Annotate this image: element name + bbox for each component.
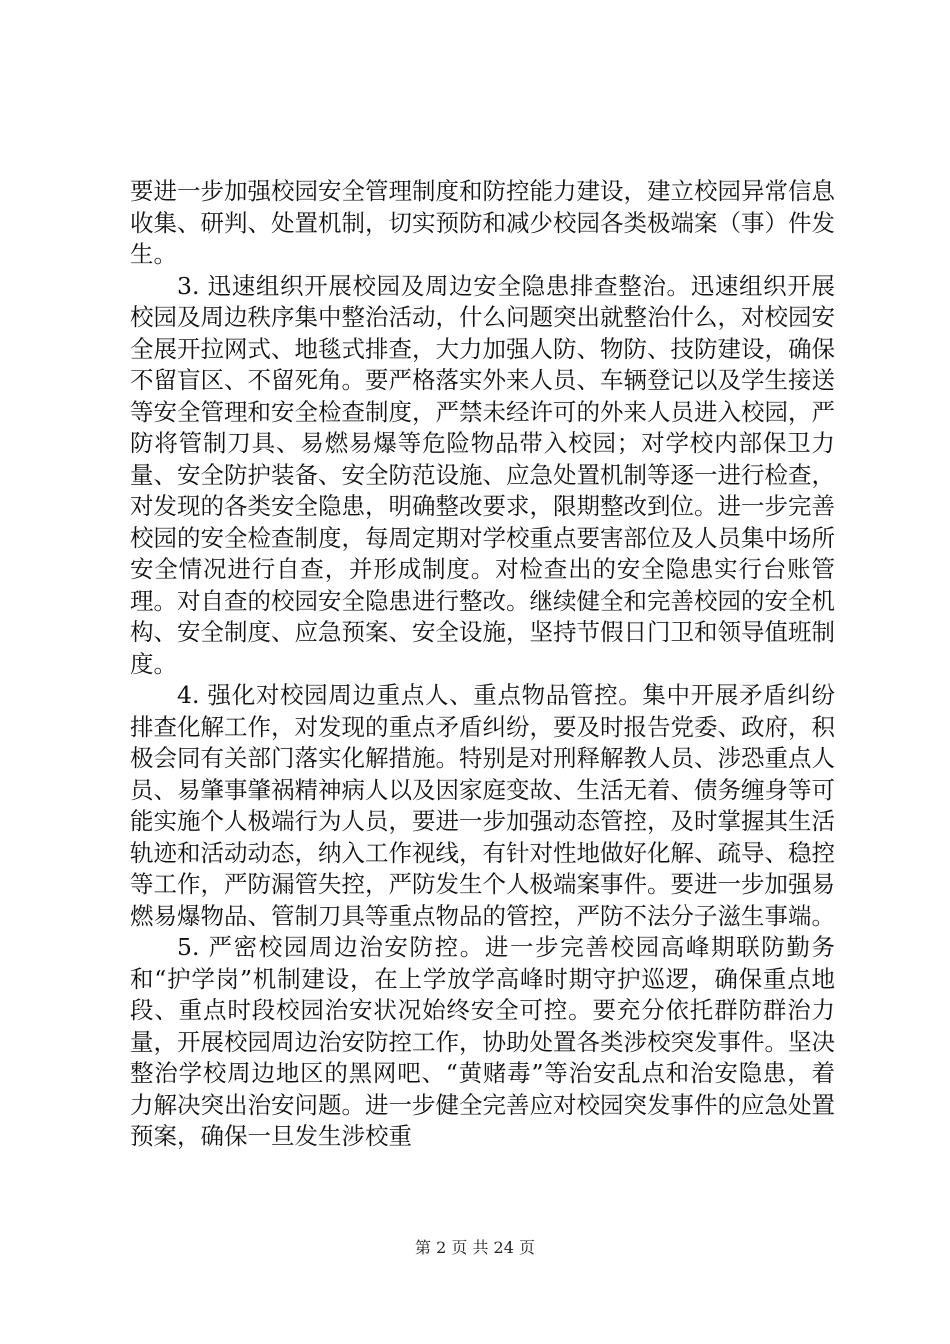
page-number-footer: 第 2 页 共 24 页	[415, 1238, 535, 1257]
paragraph-item-5: 5. 严密校园周边治安防控。进一步完善校园高峰期联防勤务和“护学岗”机制建设，在上学放学高峰时期守护巡逻，确保重点地段、重点时段校园治安状况始终安全可控。要充分依托群防群治力量，开展校园周边治安防控工作，协助处置各类涉校突发事件。坚决整治学校周边地区的黑网吧、“黄赌毒”等治安乱点和治安隐患，着力解决突出治安问题。进一步健全完善应对校园突发事件的应急处置预案，确保一旦发生涉校重	[130, 933, 835, 1150]
document-body	[130, 176, 835, 1153]
paragraph-item-4: 4. 强化对校园周边重点人、重点物品管控。集中开展矛盾纠纷排查化解工作，对发现的重点矛盾纠纷，要及时报告党委、政府，积极会同有关部门落实化解措施。特别是对刑释解教人员、涉恐重点人员、易肇事肇祸精神病人以及因家庭变故、生活无着、债务缠身等可能实施个人极端行为人员，要进一步加强动态管控，及时掌握其生活轨迹和活动动态，纳入工作视线，有针对性地做好化解、疏导、稳控等工作，严防漏管失控，严防发生个人极端案事件。要进一步加强易燃易爆物品、管制刀具等重点物品的管控，严防不法分子滋生事端。	[130, 681, 835, 930]
paragraph-item-3: 3. 迅速组织开展校园及周边安全隐患排查整治。迅速组织开展校园及周边秩序集中整治活动，什么问题突出就整治什么，对校园安全展开拉网式、地毯式排查，大力加强人防、物防、技防建设，确保不留盲区、不留死角。要严格落实外来人员、车辆登记以及学生接送等安全管理和安全检查制度，严禁未经许可的外来人员进入校园，严防将管制刀具、易燃易爆等危险物品带入校园；对学校内部保卫力量、安全防护装备、安全防范设施、应急处置机制等逐一进行检查，对发现的各类安全隐患，明确整改要求，限期整改到位。进一步完善校园的安全检查制度，每周定期对学校重点要害部位及人员集中场所安全情况进行自查，并形成制度。对检查出的安全隐患实行台账管理。对自查的校园安全隐患进行整改。继续健全和完善校园的安全机构、安全制度、应急预案、安全设施，坚持节假日门卫和领导值班制度。	[130, 271, 835, 678]
paragraph-continuation: 要进一步加强校园安全管理制度和防控能力建设，建立校园异常信息收集、研判、处置机制，切实预防和减少校园各类极端案（事）件发生。	[130, 177, 835, 268]
